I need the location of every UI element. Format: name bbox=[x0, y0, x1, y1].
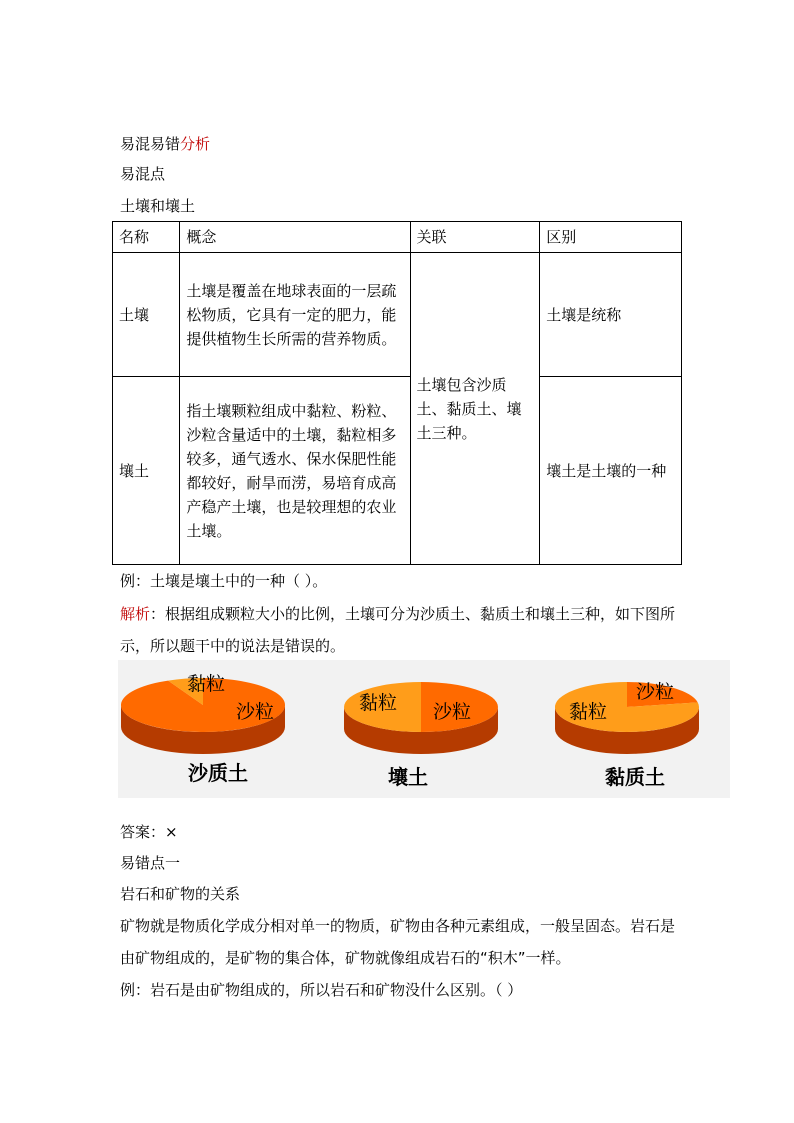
header-name: 名称 bbox=[113, 222, 180, 253]
answer: 答案：× bbox=[120, 823, 178, 841]
example-question-2: 例：岩石是由矿物组成的，所以岩石和矿物没什么区别。（ ） bbox=[120, 981, 523, 999]
slice-label: 黏粒 bbox=[568, 701, 608, 723]
slice-label: 黏粒 bbox=[358, 692, 398, 714]
soil-pie-figure bbox=[118, 660, 730, 798]
row-concept: 指土壤颗粒组成中黏粒、粉粒、沙粒含量适中的土壤，黏粒相多较多，通气透水、保水保肥性能都较好，耐旱而涝，易培育成高产稳产土壤，也是较理想的农业土壤。 bbox=[180, 377, 410, 565]
section-2-body: 矿物就是物质化学成分相对单一的物质，矿物由各种元素组成，一般呈固态。岩石是由矿物组成的，是矿物的集合体，矿物就像组成岩石的“积木”一样。 bbox=[120, 917, 676, 967]
comparison-table bbox=[112, 221, 682, 565]
pie-caption: 黏质土 bbox=[605, 765, 665, 789]
row-concept: 土壤是覆盖在地球表面的一层疏松物质，它具有一定的肥力，能提供植物生长所需的营养物质。 bbox=[180, 253, 410, 377]
row-difference: 壤土是土壤的一种 bbox=[540, 377, 682, 565]
example-question-1: 例：土壤是壤土中的一种（ ）。 bbox=[120, 572, 328, 590]
soil-pie-charts bbox=[118, 660, 730, 798]
header-relation: 关联 bbox=[410, 222, 540, 253]
header-concept: 概念 bbox=[180, 222, 410, 253]
analysis-paragraph bbox=[120, 598, 680, 662]
pie-caption: 沙质土 bbox=[188, 761, 248, 785]
slice-label: 沙粒 bbox=[432, 701, 472, 723]
row-name: 壤土 bbox=[113, 377, 180, 565]
pie-chart bbox=[555, 681, 699, 789]
slice-label: 黏粒 bbox=[186, 673, 226, 695]
header-difference: 区别 bbox=[540, 222, 682, 253]
slice-label: 沙粒 bbox=[235, 701, 275, 723]
table-row bbox=[113, 377, 682, 565]
slice-label: 沙粒 bbox=[635, 681, 675, 703]
analysis-label: 解析 bbox=[120, 605, 151, 623]
subheading-2: 易错点一 bbox=[120, 854, 181, 872]
row-name: 土壤 bbox=[113, 253, 180, 377]
table-header-row bbox=[113, 222, 682, 253]
pie-chart bbox=[344, 682, 498, 789]
heading-prefix: 易混易错 bbox=[120, 135, 181, 153]
table-row bbox=[113, 253, 682, 377]
table-title: 土壤和壤土 bbox=[120, 197, 196, 215]
heading-suffix: 分析 bbox=[180, 135, 211, 153]
section-2-title: 岩石和矿物的关系 bbox=[120, 885, 241, 903]
row-difference: 土壤是统称 bbox=[540, 253, 682, 377]
subheading: 易混点 bbox=[120, 165, 166, 183]
relation-cell: 土壤包含沙质土、黏质土、壤土三种。 bbox=[410, 253, 540, 565]
pie-chart bbox=[121, 673, 285, 785]
analysis-text: ：根据组成颗粒大小的比例，土壤可分为沙质土、黏质土和壤土三种，如下图所示，所以题干中的说法是错误的。 bbox=[120, 605, 676, 655]
pie-caption: 壤土 bbox=[388, 765, 428, 789]
section-heading bbox=[120, 134, 210, 154]
